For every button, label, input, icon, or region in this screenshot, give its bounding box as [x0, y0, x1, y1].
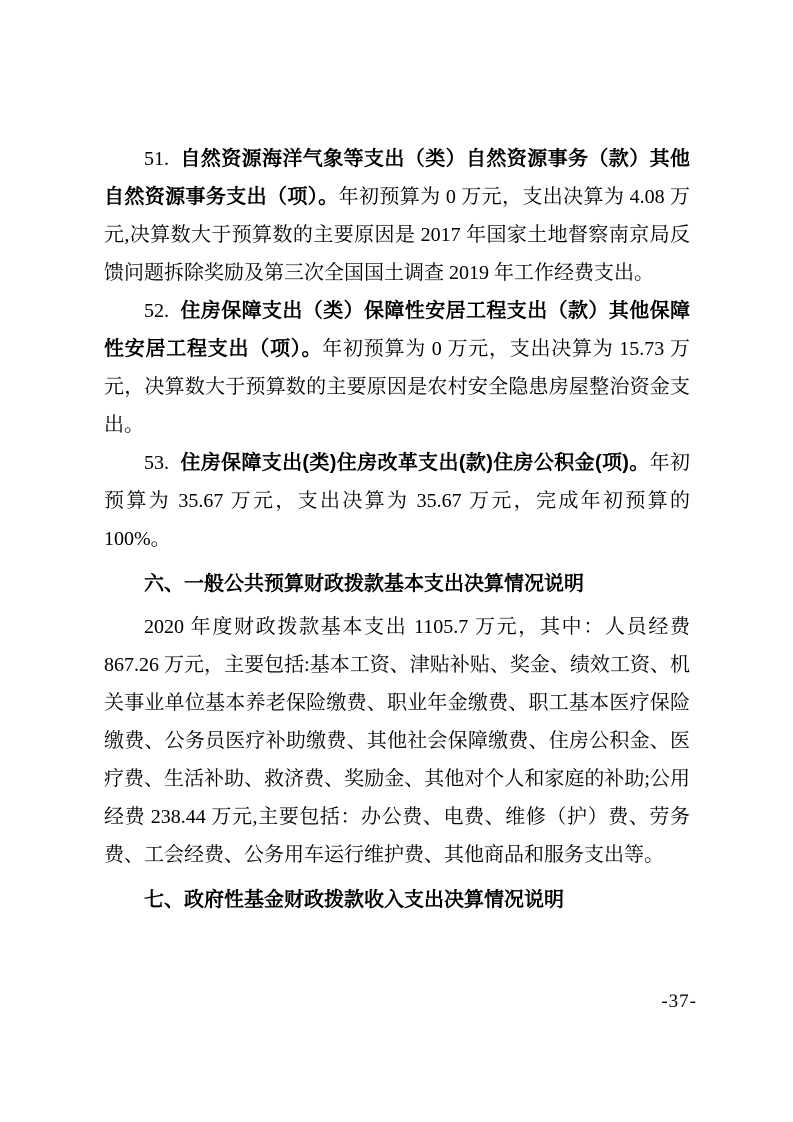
item-51-title: 自然资源海洋气象等支出（类）自然资源事务（款）其他自然资源事务支出（项）。 — [104, 148, 690, 208]
item-53-number: 53. — [144, 452, 169, 474]
page-number: -37- — [661, 991, 697, 1012]
item-53-title: 住房保障支出(类)住房改革支出(款)住房公积金(项)。 — [180, 452, 650, 474]
paragraph-53 — [104, 444, 690, 558]
item-52-number: 52. — [144, 300, 169, 322]
paragraph-51 — [104, 140, 690, 292]
item-53-body: 年初预算为 35.67 万元，支出决算为 35.67 万元，完成年初预算的 100%。 — [104, 452, 691, 550]
section-heading-7: 七、政府性基金财政拨款收入支出决算情况说明 — [144, 889, 564, 911]
section-heading-6: 六、一般公共预算财政拨款基本支出决算情况说明 — [144, 573, 584, 595]
item-52-title: 住房保障支出（类）保障性安居工程支出（款）其他保障性安居工程支出（项）。 — [104, 300, 690, 360]
document-content — [104, 140, 690, 924]
item-51-body: 年初预算为 0 万元，支出决算为 4.08 万元,决算数大于预算数的主要原因是 2017 年国家土地督察南京局反馈问题拆除奖励及第三次全国国土调查 2019 年工作经费支出。 — [104, 186, 691, 284]
item-52-body: 年初预算为 0 万元，支出决算为 15.73 万元，决算数大于预算数的主要原因是农村安全隐患房屋整治资金支出。 — [104, 338, 690, 436]
section-6-body: 2020 年度财政拨款基本支出 1105.7 万元，其中：人员经费 867.26 万元，主要包括:基本工资、津贴补贴、奖金、绩效工资、机关事业单位基本养老保险缴费、职业年金缴费、职工基本医疗保险缴费、公务员医疗补助缴费、其他社会保障缴费、住房公积金、医疗费、生活补助、救济费、奖励金、其他对个人和家庭的补助;公用经费 238.44 万元,主要包括：办公费、电费、维修（护）费、劳务费、工会经费、公务用车运行维护费、其他商品和服务支出等。 — [104, 616, 690, 866]
item-51-number: 51. — [144, 148, 169, 170]
paragraph-52 — [104, 292, 690, 444]
